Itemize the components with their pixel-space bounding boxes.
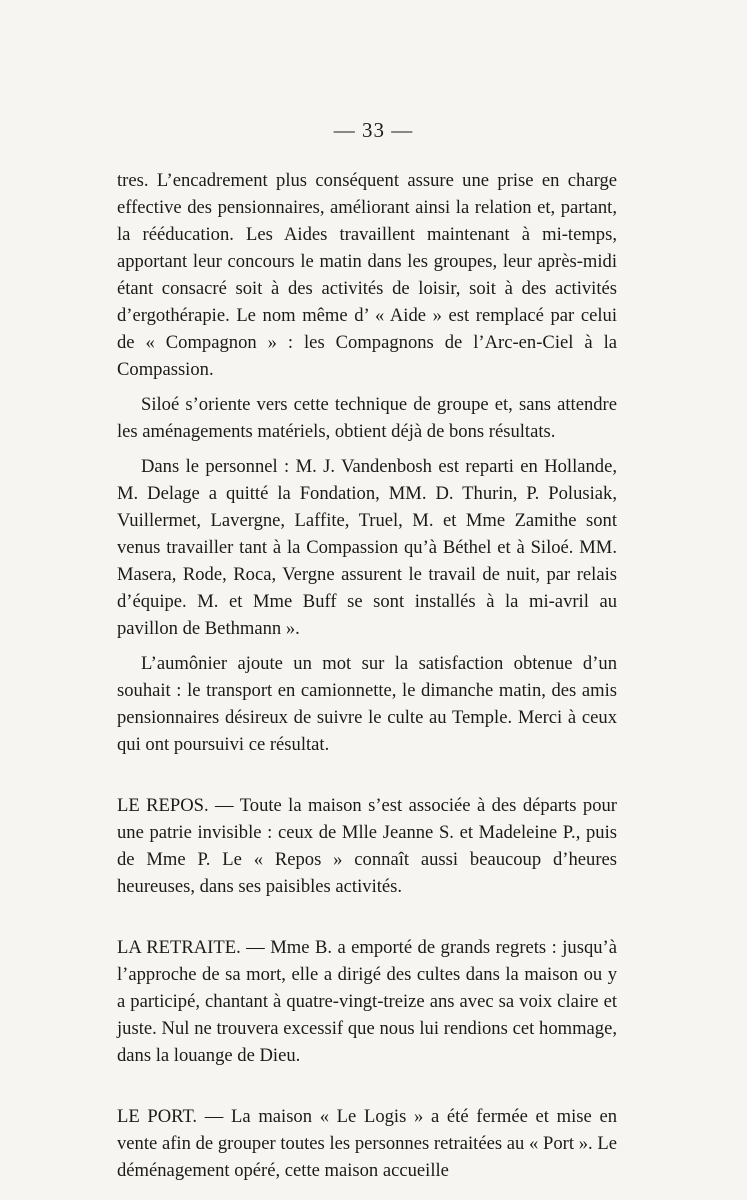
paragraph-personnel: Dans le personnel : M. J. Vandenbosh est reparti en Hollande, M. Delage a quitté la Fondation, MM. D. Thurin, P. Polusiak, Vuillermet, Lavergne, Laffite, Truel, M. et Mme Zamithe sont venus travailler tant à la Compassion qu’à Béthel et à Siloé. MM. Masera, Rode, Roca, Vergne assurent le travail de nuit, par relais d’équipe. M. et Mme Buff se sont installés à la mi-avril au pavillon de Bethmann ». [117, 456, 617, 639]
page-number: — 33 — [333, 118, 414, 142]
paragraph-la-retraite: LA RETRAITE. — Mme B. a emporté de grands regrets : jusqu’à l’approche de sa mort, elle a dirigé des cultes dans la maison ou y a participé, chantant à quatre-vingt-treize ans avec sa voix claire et juste. Nul ne trouvera excessif que nous lui rendions cet hommage, dans la louange de Dieu. [117, 937, 617, 1066]
body-text [117, 167, 617, 1184]
paragraph-encadrement: tres. L’encadrement plus conséquent assure une prise en charge effective des pensionnaires, améliorant ainsi la relation et, partant, la rééducation. Les Aides travaillent maintenant à mi-temps, apportant leur concours le matin dans les groupes, leur après-midi étant consacré soit à des activités de loisir, soit à des activités d’ergothérapie. Le nom même d’ « Aide » est remplacé par celui de « Compagnon » : les Compagnons de l’Arc-en-Ciel à la Compassion. [117, 170, 617, 380]
paragraph-siloe: Siloé s’oriente vers cette technique de groupe et, sans attendre les aménagements matériels, obtient déjà de bons résultats. [117, 394, 617, 442]
paragraph-le-port: LE PORT. — La maison « Le Logis » a été fermée et mise en vente afin de grouper toutes les personnes retraitées au « Port ». Le déménagement opéré, cette maison accueille [117, 1106, 617, 1181]
paragraph-le-repos: LE REPOS. — Toute la maison s’est associée à des départs pour une patrie invisible : ceux de Mlle Jeanne S. et Madeleine P., puis de Mme P. Le « Repos » connaît aussi beaucoup d’heures heureuses, dans ses paisibles activités. [117, 795, 617, 897]
paragraph-aumonier: L’aumônier ajoute un mot sur la satisfaction obtenue d’un souhait : le transport en camionnette, le dimanche matin, des amis pensionnaires désireux de suivre le culte au Temple. Merci à ceux qui ont poursuivi ce résultat. [117, 653, 617, 755]
